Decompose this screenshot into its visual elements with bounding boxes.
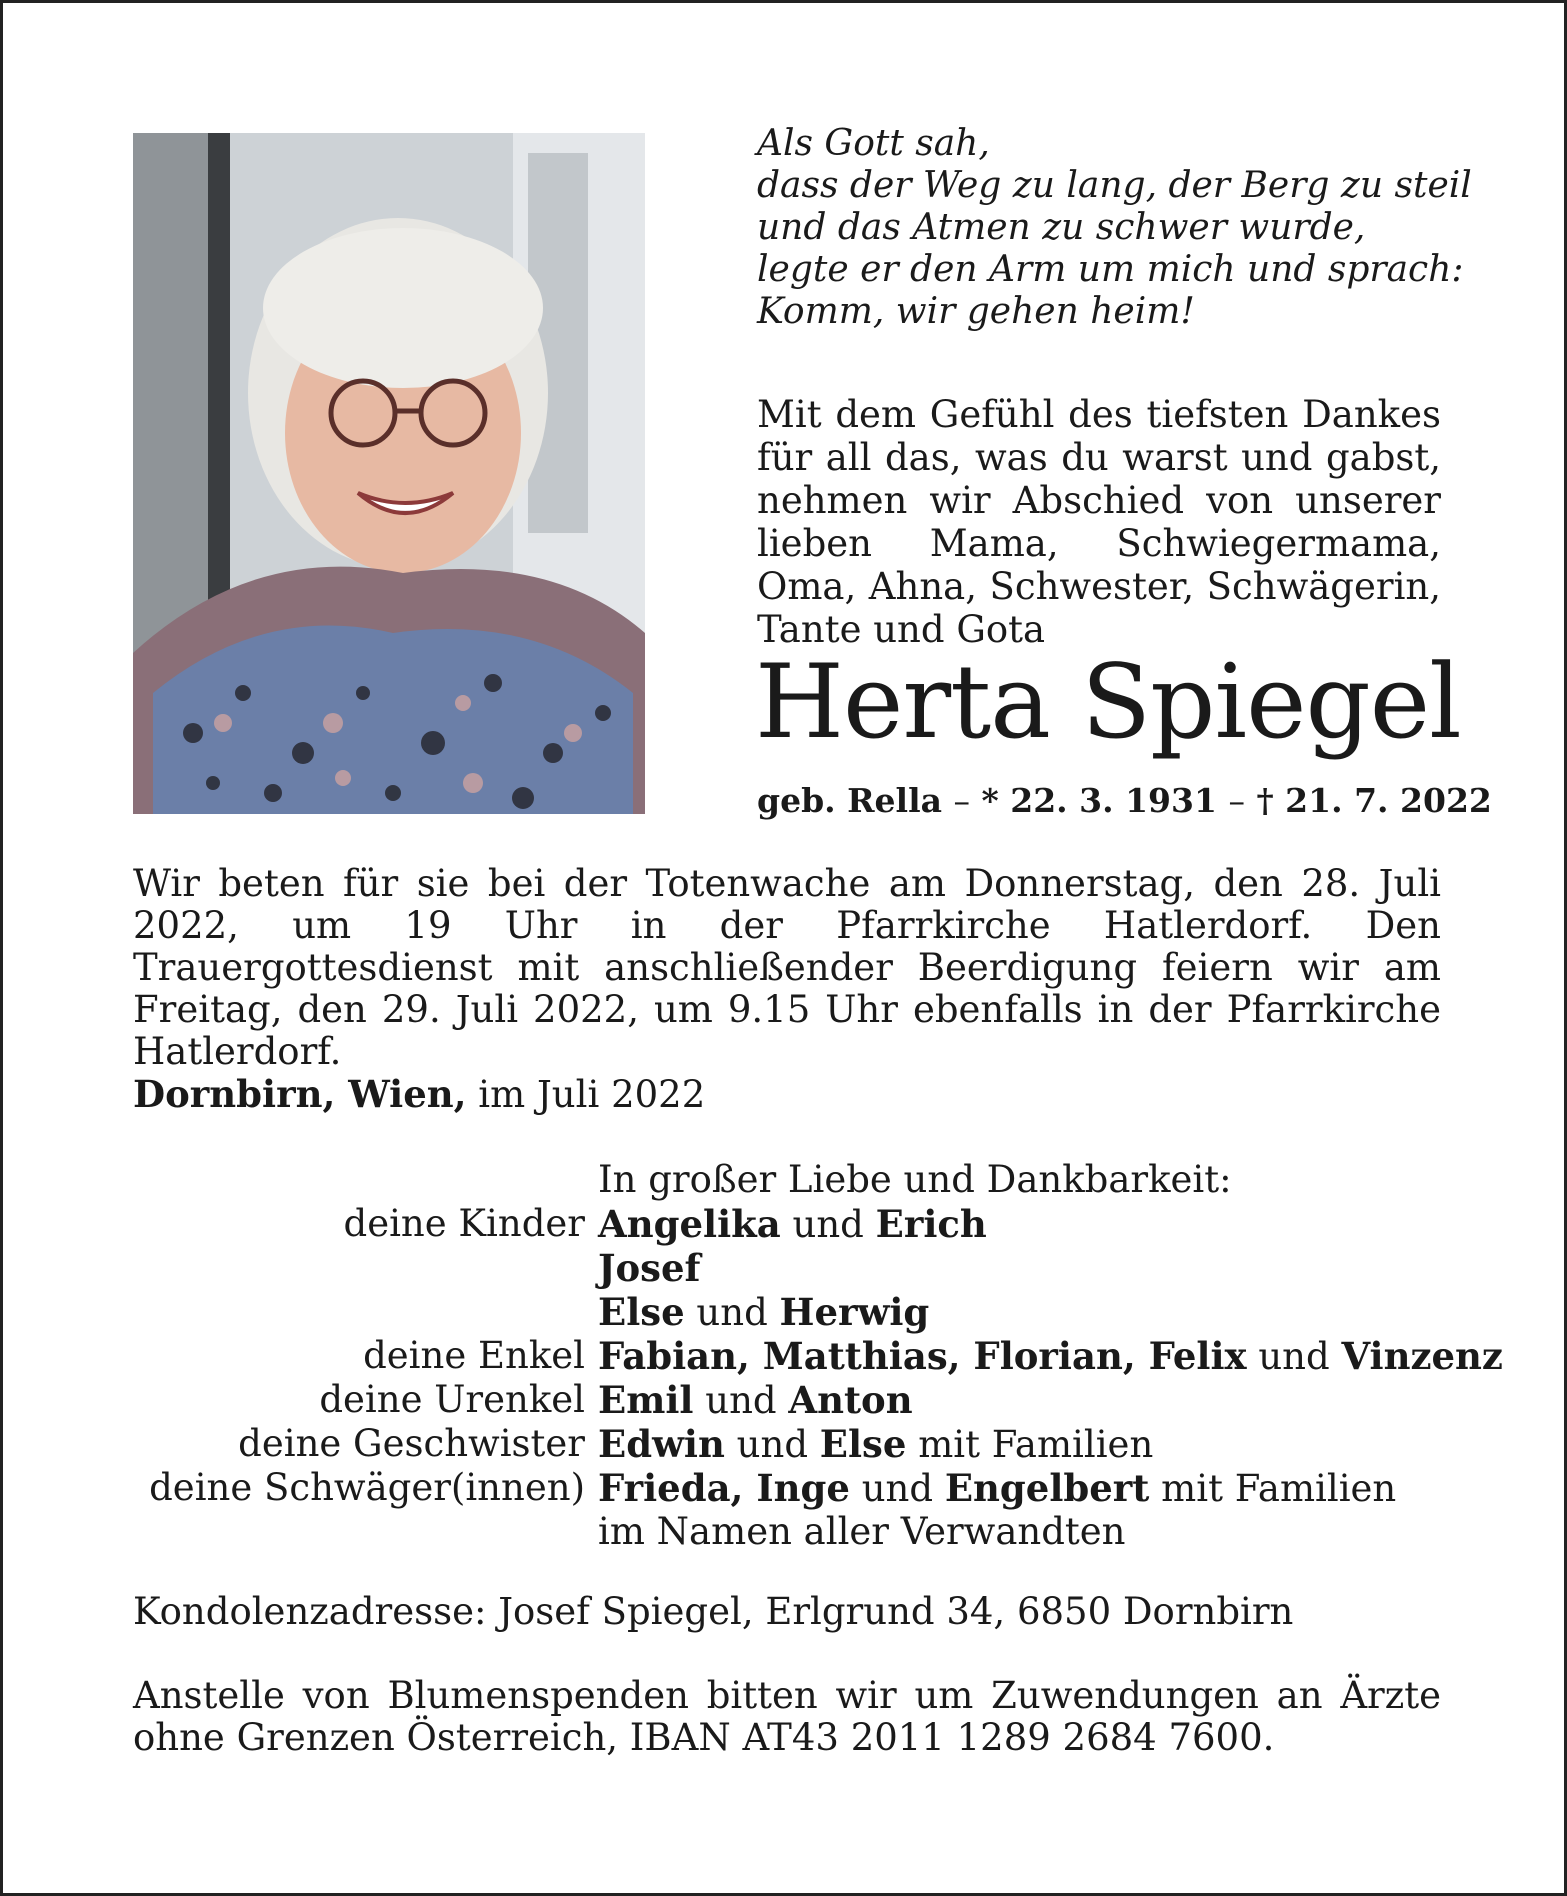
in-laws-row bbox=[3, 1466, 1567, 1510]
great-grandchildren-row bbox=[3, 1378, 1567, 1422]
siblings-label: deine Geschwister bbox=[238, 1422, 585, 1465]
deceased-name: Herta Spiegel bbox=[755, 643, 1461, 762]
children-row bbox=[3, 1246, 1567, 1290]
children-names bbox=[598, 1246, 700, 1290]
poem-line: dass der Weg zu lang, der Berg zu steil bbox=[757, 165, 1472, 206]
great-grandchild-name: Anton bbox=[788, 1378, 913, 1422]
all-relatives: im Namen aller Verwandten bbox=[598, 1510, 1126, 1553]
siblings-names bbox=[598, 1422, 1153, 1466]
poem-line: Als Gott sah, bbox=[757, 123, 990, 164]
sibling-name: Edwin bbox=[598, 1422, 725, 1466]
poem-line: und das Atmen zu schwer wurde, bbox=[757, 207, 1366, 248]
great-grandchildren-label: deine Urenkel bbox=[319, 1378, 585, 1421]
dash-separator: – bbox=[953, 781, 970, 820]
poem-line: legte er den Arm um mich und sprach: bbox=[757, 249, 1464, 290]
with-families: mit Familien bbox=[1161, 1467, 1397, 1510]
dash-separator: – bbox=[1228, 781, 1245, 820]
maiden-name: geb. Rella bbox=[757, 781, 942, 820]
conjunction: und bbox=[705, 1379, 777, 1422]
child-name: Else bbox=[598, 1290, 685, 1334]
grandchild-names: Fabian, Matthias, Florian, Felix bbox=[598, 1334, 1247, 1378]
mourners-list bbox=[3, 1158, 1567, 1554]
mourners-intro-row bbox=[3, 1158, 1567, 1202]
children-row bbox=[3, 1202, 1567, 1246]
mourners-intro: In großer Liebe und Dankbarkeit: bbox=[598, 1158, 1232, 1201]
poem-line: Komm, wir gehen heim! bbox=[757, 291, 1195, 332]
portrait-photo bbox=[133, 133, 645, 814]
grandchild-name: Vinzenz bbox=[1341, 1334, 1503, 1378]
conjunction: und bbox=[792, 1203, 864, 1246]
memorial-poem bbox=[757, 123, 1472, 333]
conjunction: und bbox=[696, 1291, 768, 1334]
in-law-name: Engelbert bbox=[944, 1466, 1150, 1510]
in-law-names: Frieda, Inge bbox=[598, 1466, 850, 1510]
place-date: im Juli 2022 bbox=[478, 1073, 706, 1116]
grandchildren-row bbox=[3, 1334, 1567, 1378]
condolence-address: Kondolenzadresse: Josef Spiegel, Erlgrund 34, 6850 Dornbirn bbox=[133, 1590, 1294, 1633]
children-names bbox=[598, 1202, 987, 1246]
in-laws-names bbox=[598, 1466, 1396, 1510]
child-name: Angelika bbox=[598, 1202, 781, 1246]
conjunction: und bbox=[861, 1467, 934, 1510]
grandchildren-names bbox=[598, 1334, 1503, 1378]
with-families: mit Familien bbox=[918, 1423, 1154, 1466]
child-name: Erich bbox=[875, 1202, 987, 1246]
conjunction: und bbox=[736, 1423, 809, 1466]
child-name: Herwig bbox=[779, 1290, 930, 1334]
life-dates bbox=[757, 781, 1492, 821]
great-grandchild-name: Emil bbox=[598, 1378, 694, 1422]
child-name: Josef bbox=[598, 1246, 701, 1290]
relatives-row bbox=[3, 1510, 1567, 1554]
siblings-row bbox=[3, 1422, 1567, 1466]
great-grandchildren-names bbox=[598, 1378, 913, 1422]
service-details: Wir beten für sie bei der Totenwache am Donnerstag, den 28. Juli 2022, um 19 Uhr in der Pfarrkirche Hatlerdorf. Den Trauergottesdienst mit anschließender Beerdigung feiern wir am Freitag, den 29. Juli 2022, um 9.15 Uhr ebenfalls in der Pfarrkirche Hatlerdorf. bbox=[133, 862, 1441, 1073]
death-date: † 21. 7. 2022 bbox=[1256, 781, 1492, 820]
sibling-name: Else bbox=[819, 1422, 907, 1466]
grandchildren-label: deine Enkel bbox=[363, 1334, 585, 1377]
birth-date: * 22. 3. 1931 bbox=[981, 781, 1217, 820]
in-laws-label: deine Schwäger(innen) bbox=[149, 1466, 585, 1509]
place-and-date bbox=[133, 1073, 705, 1116]
children-row bbox=[3, 1290, 1567, 1334]
conjunction: und bbox=[1258, 1335, 1330, 1378]
place-cities: Dornbirn, Wien, bbox=[133, 1072, 467, 1116]
farewell-intro: Mit dem Gefühl des tiefsten Dankes für all das, was du warst und gabst, nehmen wir Abschied von unserer lieben Mama, Schwiegermama, Oma, Ahna, Schwester, Schwägerin, Tante und Gota bbox=[757, 393, 1441, 651]
children-names bbox=[598, 1290, 929, 1334]
children-label: deine Kinder bbox=[343, 1202, 585, 1245]
donation-note: Anstelle von Blumenspenden bitten wir um Zuwendungen an Ärzte ohne Grenzen Österreich, IBAN AT43 2011 1289 2684 7600. bbox=[133, 1674, 1441, 1759]
